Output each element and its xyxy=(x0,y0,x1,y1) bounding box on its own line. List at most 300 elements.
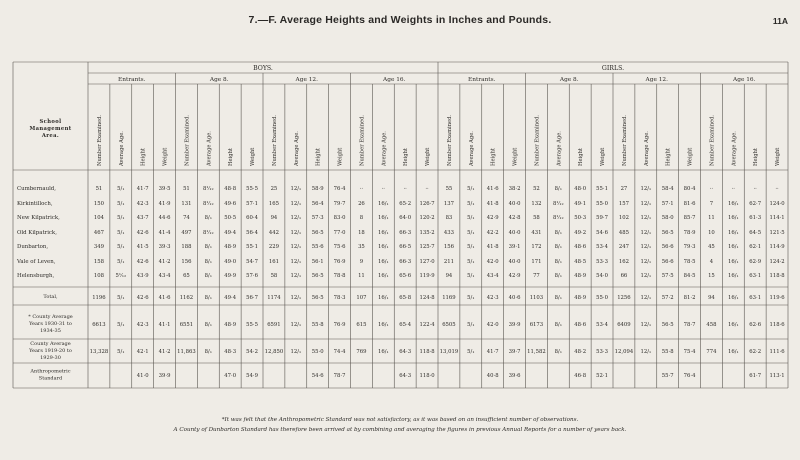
area-name: Old Kilpatrick, xyxy=(17,230,57,236)
total-row-cell: 8/₁ xyxy=(204,349,212,355)
total-row-cell: 52·1 xyxy=(596,373,608,379)
area-row-cell: 53·3 xyxy=(596,259,608,265)
area-row-cell: 5/₁ xyxy=(117,215,125,221)
area-row-cell: ·· xyxy=(425,186,429,192)
area-row-cell: 44·6 xyxy=(158,215,171,221)
area-row-cell: 118·8 xyxy=(769,273,785,279)
area-row-cell: 50·3 xyxy=(574,215,587,221)
total-row-cell: 8/₁ xyxy=(554,295,562,301)
area-row-cell: 45 xyxy=(708,244,715,250)
subcol-header: Number Examined. xyxy=(184,114,191,166)
area-row-cell: 132 xyxy=(531,201,542,207)
total-row-cell: 48·9 xyxy=(574,295,587,301)
total-row-cell: 55·8 xyxy=(311,322,324,328)
area-row-cell: 124·0 xyxy=(769,201,785,207)
area-row-cell: 16/₁ xyxy=(727,273,739,279)
area-row-cell: 5/₁ xyxy=(467,186,475,192)
area-row-cell: 57·5 xyxy=(661,273,674,279)
total-row-cell: 42·3 xyxy=(486,295,499,301)
total-row-cell: 55·5 xyxy=(246,322,258,328)
area-row-cell: 77 xyxy=(533,273,540,279)
area-row-cell: 65 xyxy=(183,273,190,279)
area-row-cell: 79·3 xyxy=(683,244,696,250)
total-row-cell: 11,863 xyxy=(177,349,196,355)
area-row-cell: 8/₁ xyxy=(554,273,562,279)
area-row-cell: 65·6 xyxy=(399,273,412,279)
area-row-cell: 78·5 xyxy=(683,259,696,265)
area-row-cell: 15 xyxy=(708,273,715,279)
subcol-header: Average Age. xyxy=(556,131,563,166)
area-row-cell: 10 xyxy=(708,230,715,236)
area-row-cell: 42·3 xyxy=(136,201,149,207)
total-row-cell: 5/₁ xyxy=(467,295,475,301)
total-row-cell: 55·8 xyxy=(661,349,674,355)
total-row-cell: 1256 xyxy=(617,295,631,301)
total-row-cell: 42·3 xyxy=(136,322,149,328)
group-header-girls-3: Age 16. xyxy=(733,77,756,83)
total-row-cell: 64·3 xyxy=(399,373,412,379)
area-row-cell: 62·1 xyxy=(749,244,762,250)
area-row-cell: 485 xyxy=(618,230,629,236)
total-row-cell: 5/₁ xyxy=(467,349,475,355)
area-row-cell: 42·2 xyxy=(486,230,499,236)
area-row-cell: 16/₁ xyxy=(727,244,739,250)
subcol-header: Height xyxy=(665,148,672,166)
total-row-cell: 41·2 xyxy=(158,349,171,355)
area-row-cell: 8¹⁄₁₂ xyxy=(553,201,564,207)
area-row-cell: 57·1 xyxy=(661,201,674,207)
area-row-cell: 12/₁ xyxy=(290,201,302,207)
area-row-cell: 497 xyxy=(181,230,192,236)
area-row-cell: 48·6 xyxy=(574,244,587,250)
total-row-label: Anthropometric xyxy=(30,368,71,375)
total-row-cell: 40·6 xyxy=(508,295,521,301)
area-row-cell: 12/₁ xyxy=(290,244,302,250)
area-row-cell: 66·3 xyxy=(399,259,412,265)
total-row-cell: 16/₁ xyxy=(727,295,739,301)
total-row-cell: 122·4 xyxy=(419,322,435,328)
area-row-cell: 48·8 xyxy=(224,186,237,192)
area-row-cell: 442 xyxy=(268,230,279,236)
area-row-cell: 49·0 xyxy=(224,259,237,265)
area-row-cell: 49·6 xyxy=(224,201,237,207)
total-row-cell: 8/₁ xyxy=(204,322,212,328)
total-row-cell: 8/₁ xyxy=(554,322,562,328)
total-row-cell: 55·0 xyxy=(596,295,608,301)
total-row-label: Years 1930-31 to xyxy=(29,321,72,327)
area-row-cell: 54·0 xyxy=(596,273,608,279)
area-row-cell: 12/₁ xyxy=(640,259,652,265)
area-row-cell: 41·2 xyxy=(158,259,171,265)
total-row-cell: 55·7 xyxy=(661,373,674,379)
subcol-header: Height xyxy=(578,148,585,166)
area-row-cell: 114·9 xyxy=(769,244,785,250)
subcol-header: Average Age. xyxy=(731,131,738,166)
area-row-cell: 16/₁ xyxy=(377,201,389,207)
subcol-header: Weight xyxy=(425,147,432,166)
area-row-cell: 16/₁ xyxy=(377,259,389,265)
subcol-header: Height xyxy=(315,148,322,166)
area-row-cell: 12/₁ xyxy=(290,259,302,265)
area-row-cell: 94 xyxy=(445,273,453,279)
total-row-label: 1929-30 xyxy=(40,354,61,361)
area-row-cell: ·· xyxy=(753,186,757,192)
area-row-cell: 58 xyxy=(533,215,540,221)
area-row-cell: 8¹⁄₁₂ xyxy=(203,186,214,192)
area-row-cell: 8/₁ xyxy=(204,215,212,221)
total-row-cell: 48·3 xyxy=(224,349,237,355)
total-row-cell: 56·5 xyxy=(661,322,674,328)
total-row-label: Total, xyxy=(43,294,58,300)
total-row-cell: 119·6 xyxy=(769,295,785,301)
area-row-cell: 8¹⁄₁₂ xyxy=(203,201,214,207)
total-row-cell: 56·5 xyxy=(311,295,324,301)
total-row-cell: 12/₁ xyxy=(640,349,652,355)
total-row-cell: 76·9 xyxy=(333,322,346,328)
area-name: Kirkintilloch, xyxy=(17,201,53,207)
area-row-cell: 158 xyxy=(93,259,104,265)
area-row-cell: 81·6 xyxy=(683,201,696,207)
area-row-cell: 48·9 xyxy=(224,244,237,250)
area-row-cell: 58·4 xyxy=(661,186,674,192)
total-row-cell: 107 xyxy=(356,295,367,301)
area-row-cell: 66 xyxy=(620,273,628,279)
total-row-cell: 12/₁ xyxy=(290,322,302,328)
area-row-cell: 39·5 xyxy=(158,186,171,192)
area-row-cell: 94 xyxy=(270,215,278,221)
total-row-label: * County Average xyxy=(28,314,73,321)
subcol-header: Average Age. xyxy=(118,131,125,166)
area-row-cell: 11 xyxy=(358,273,365,279)
total-row-label: Standard xyxy=(38,375,63,382)
area-row-cell: 114·1 xyxy=(769,215,785,221)
area-row-cell: 211 xyxy=(443,259,454,265)
area-row-cell: 5/₁ xyxy=(117,244,125,250)
area-row-cell: 42·9 xyxy=(508,273,521,279)
total-row-cell: 39·6 xyxy=(508,373,521,379)
area-row-cell: 126·7 xyxy=(419,201,435,207)
subcol-header: Average Age. xyxy=(206,131,213,166)
total-row-cell: 41·1 xyxy=(158,322,171,328)
area-row-cell: 64·5 xyxy=(749,230,762,236)
area-row-cell: 43·7 xyxy=(136,215,149,221)
total-row-cell: 54·2 xyxy=(246,349,258,355)
area-row-cell: 5/₁ xyxy=(117,230,125,236)
area-row-cell: 52 xyxy=(533,186,540,192)
group-header-girls-2: Age 12. xyxy=(645,77,668,83)
area-row-cell: 125·7 xyxy=(419,244,435,250)
total-row-cell: 12,850 xyxy=(264,349,284,355)
area-row-cell: 35 xyxy=(358,244,365,250)
total-row-cell: 41·6 xyxy=(158,295,171,301)
area-row-cell: 119·9 xyxy=(419,273,435,279)
area-row-cell: 121·5 xyxy=(769,230,785,236)
page-title: 7.—F. Average Heights and Weights in Inches and Pounds. xyxy=(248,14,552,26)
area-row-cell: 63·1 xyxy=(749,273,762,279)
area-row-cell: 41·8 xyxy=(486,201,499,207)
boys-header: BOYS. xyxy=(253,65,273,72)
area-row-cell: 104 xyxy=(93,215,104,221)
total-row-cell: 64·3 xyxy=(399,349,412,355)
area-row-cell: 56·1 xyxy=(311,259,324,265)
area-row-cell: 16/₁ xyxy=(727,215,739,221)
total-row-cell: 78·7 xyxy=(683,322,696,328)
total-row-cell: 12/₁ xyxy=(290,295,302,301)
area-row-cell: 43·9 xyxy=(136,273,149,279)
area-row-cell: 85·7 xyxy=(683,215,696,221)
area-row-cell: 137 xyxy=(443,201,454,207)
total-row-cell: 47·0 xyxy=(224,373,237,379)
total-row-cell: 94 xyxy=(708,295,715,301)
area-row-cell: ·· xyxy=(731,186,735,192)
total-row-cell: 6173 xyxy=(529,322,544,328)
footnote-2: A County of Dunbarton Standard has therefore been arrived at by combining and averaging the figures in previous Annual Reports for a number of years back. xyxy=(173,427,627,433)
area-row-cell: 162 xyxy=(618,259,629,265)
area-row-cell: 12/₁ xyxy=(640,244,652,250)
area-row-cell: 49·1 xyxy=(574,201,587,207)
total-row-cell: 62·2 xyxy=(749,349,762,355)
area-name: Helensburgh, xyxy=(17,273,55,279)
total-row-cell: 62·6 xyxy=(749,322,762,328)
area-row-cell: 39·1 xyxy=(508,244,521,250)
total-row-cell: 16/₁ xyxy=(377,295,389,301)
area-row-cell: 77·0 xyxy=(333,230,346,236)
area-row-cell: 48·9 xyxy=(574,273,587,279)
area-row-cell: 62·7 xyxy=(749,201,762,207)
total-row-cell: 48·2 xyxy=(574,349,587,355)
total-row-cell: 54·9 xyxy=(246,373,258,379)
subcol-header: Weight xyxy=(250,147,257,166)
total-row-cell: 78·3 xyxy=(333,295,346,301)
subcol-header: Height xyxy=(403,148,410,166)
area-row-cell: 5/₁ xyxy=(467,230,475,236)
area-row-cell: 56·4 xyxy=(311,201,324,207)
area-row-cell: 41·9 xyxy=(158,201,171,207)
area-row-cell: 51 xyxy=(183,186,190,192)
area-row-cell: 49·9 xyxy=(224,273,237,279)
total-row-cell: 42·0 xyxy=(486,322,499,328)
subcol-header: Number Examined. xyxy=(359,114,366,166)
area-row-cell: 54·6 xyxy=(596,230,608,236)
area-row-cell: 61·3 xyxy=(749,215,762,221)
area-row-cell: 16/₁ xyxy=(377,215,389,221)
total-row-cell: 6505 xyxy=(442,322,456,328)
area-row-cell: 83·0 xyxy=(333,215,346,221)
total-row-cell: 113·1 xyxy=(769,373,785,379)
subcol-header: Average Age. xyxy=(293,131,300,166)
subcol-header: Weight xyxy=(512,147,519,166)
total-row-cell: 8/₁ xyxy=(554,349,562,355)
area-row-cell: 42·6 xyxy=(136,259,149,265)
total-row-cell: 111·6 xyxy=(769,349,785,355)
total-row-cell: 13,019 xyxy=(439,349,459,355)
total-row-cell: 5/₁ xyxy=(467,322,475,328)
area-row-cell: 41·5 xyxy=(136,244,149,250)
area-row-cell: 16/₁ xyxy=(377,273,389,279)
group-header-boys-0: Entrants. xyxy=(118,77,146,83)
area-row-cell: 43·4 xyxy=(158,273,171,279)
area-row-cell: 56·5 xyxy=(661,230,674,236)
area-row-cell: 42·6 xyxy=(136,230,149,236)
area-row-cell: 8/₁ xyxy=(554,230,562,236)
area-row-cell: 79·7 xyxy=(333,201,346,207)
area-row-cell: 4 xyxy=(709,259,714,265)
area-row-cell: 157 xyxy=(618,201,629,207)
area-row-cell: 84·5 xyxy=(683,273,696,279)
area-row-cell: 58·9 xyxy=(311,186,324,192)
area-row-cell: 12/₁ xyxy=(290,273,302,279)
area-row-cell: 76·4 xyxy=(333,186,346,192)
area-row-cell: 38·2 xyxy=(508,186,521,192)
area-row-cell: 75·6 xyxy=(333,244,346,250)
subcol-header: Height xyxy=(228,148,235,166)
area-row-cell: 16/₁ xyxy=(377,244,389,250)
area-row-cell: 5/₁ xyxy=(467,273,475,279)
area-row-cell: ·· xyxy=(775,186,779,192)
group-header-girls-1: Age 8. xyxy=(559,77,579,83)
area-row-cell: 8/₁ xyxy=(554,186,562,192)
area-row-cell: 39·3 xyxy=(158,244,171,250)
total-row-cell: 5/₁ xyxy=(117,322,125,328)
area-row-cell: 65·2 xyxy=(399,201,412,207)
area-row-cell: 9 xyxy=(359,259,364,265)
area-row-cell: 150 xyxy=(93,201,104,207)
area-row-cell: 41·4 xyxy=(158,230,171,236)
total-row-cell: 56·7 xyxy=(246,295,258,301)
area-row-cell: 50·5 xyxy=(224,215,237,221)
area-row-cell: 53·4 xyxy=(596,244,608,250)
total-row-cell: 39·9 xyxy=(158,373,171,379)
area-row-cell: 55·6 xyxy=(311,244,324,250)
subcol-header: Height xyxy=(753,148,760,166)
total-row-cell: 6409 xyxy=(617,322,631,328)
area-row-cell: ·· xyxy=(403,186,407,192)
area-row-cell: 161 xyxy=(268,259,279,265)
total-row-cell: 118·8 xyxy=(419,349,435,355)
area-row-cell: ·· xyxy=(709,186,714,192)
area-row-cell: 58·0 xyxy=(661,215,674,221)
area-row-cell: 42·8 xyxy=(508,215,521,221)
area-row-cell: 57·1 xyxy=(246,201,258,207)
total-row-cell: 39·9 xyxy=(508,322,521,328)
school-area-header-line: Area. xyxy=(41,133,60,139)
total-row-cell: 16/₁ xyxy=(727,349,739,355)
group-header-girls-0: Entrants. xyxy=(468,77,496,83)
total-row-cell: 65·4 xyxy=(399,322,412,328)
area-row-cell: 12/₁ xyxy=(640,186,652,192)
subcol-header: Number Examined. xyxy=(96,114,103,166)
area-row-cell: 8/₁ xyxy=(204,273,212,279)
area-row-cell: 51 xyxy=(95,186,103,192)
area-row-cell: 5/₁ xyxy=(467,201,475,207)
area-row-cell: 55·1 xyxy=(246,244,258,250)
area-row-cell: 78·9 xyxy=(683,230,696,236)
area-row-cell: 56·6 xyxy=(661,244,674,250)
total-row-cell: 458 xyxy=(706,322,717,328)
area-row-cell: 12/₁ xyxy=(640,230,652,236)
total-row-cell: 55·0 xyxy=(311,349,324,355)
total-row-cell: 53·3 xyxy=(596,349,608,355)
total-row-cell: 1169 xyxy=(442,295,456,301)
area-row-cell: 12/₁ xyxy=(290,186,302,192)
area-row-cell: 8¹⁄₁₂ xyxy=(203,230,214,236)
total-row-cell: 53·4 xyxy=(596,322,608,328)
area-row-cell: 12/₁ xyxy=(640,273,652,279)
area-row-cell: 12/₁ xyxy=(640,201,652,207)
total-row-cell: 40·8 xyxy=(486,373,499,379)
total-row-cell: 12/₁ xyxy=(290,349,302,355)
area-row-cell: 54·7 xyxy=(246,259,258,265)
area-row-cell: 8 xyxy=(359,215,364,221)
total-row-cell: 769 xyxy=(356,349,367,355)
area-row-cell: 7 xyxy=(709,201,714,207)
area-row-cell: 57·6 xyxy=(246,273,258,279)
area-row-cell: 56·5 xyxy=(311,273,324,279)
subcol-header: Height xyxy=(140,148,147,166)
area-row-cell: 78·8 xyxy=(333,273,346,279)
area-row-cell: 55·0 xyxy=(596,201,608,207)
area-row-cell: 40·0 xyxy=(508,259,521,265)
total-row-cell: 61·7 xyxy=(749,373,762,379)
area-row-cell: 49·2 xyxy=(574,230,587,236)
area-row-cell: 66·3 xyxy=(399,230,412,236)
area-row-cell: 59·7 xyxy=(596,215,608,221)
subcol-header: Number Examined. xyxy=(446,114,453,166)
area-row-cell: 8/₁ xyxy=(204,259,212,265)
subcol-header: Weight xyxy=(337,147,344,166)
area-row-cell: 57·3 xyxy=(311,215,324,221)
area-row-cell: 42·0 xyxy=(486,259,499,265)
group-header-boys-3: Age 16. xyxy=(383,77,406,83)
area-row-cell: 431 xyxy=(531,230,542,236)
area-name: New Kilpatrick, xyxy=(17,215,60,221)
area-row-cell: 349 xyxy=(93,244,104,250)
school-area-header-line: School xyxy=(39,119,62,125)
subcol-header: Average Age. xyxy=(643,131,650,166)
area-row-cell: 171 xyxy=(531,259,542,265)
subcol-header: Number Examined. xyxy=(709,114,716,166)
area-row-cell: 120·2 xyxy=(419,215,435,221)
area-row-cell: 5/₁ xyxy=(117,186,125,192)
girls-header: GIRLS. xyxy=(601,65,625,72)
total-row-cell: 1103 xyxy=(529,295,544,301)
area-row-cell: 56·5 xyxy=(311,230,324,236)
area-row-cell: 41·8 xyxy=(486,244,499,250)
area-row-cell: 55·1 xyxy=(596,186,608,192)
area-row-cell: 18 xyxy=(358,230,365,236)
total-row-cell: 54·6 xyxy=(311,373,324,379)
total-row-cell: 76·4 xyxy=(683,373,696,379)
total-row-cell: 65·8 xyxy=(399,295,412,301)
area-row-cell: 247 xyxy=(618,244,629,250)
area-row-cell: 188 xyxy=(181,244,192,250)
subcol-header: Number Examined. xyxy=(621,114,628,166)
area-row-cell: 16/₁ xyxy=(727,259,739,265)
total-row-cell: 16/₁ xyxy=(377,322,389,328)
subcol-header: Average Age. xyxy=(381,131,388,166)
area-row-cell: ·· xyxy=(381,186,385,192)
total-row-cell: 48·9 xyxy=(224,322,237,328)
total-row-cell: 75·4 xyxy=(683,349,696,355)
area-row-cell: 172 xyxy=(531,244,542,250)
area-row-cell: 16/₁ xyxy=(727,230,739,236)
total-row-cell: 57·2 xyxy=(661,295,674,301)
area-row-cell: 12/₁ xyxy=(290,230,302,236)
total-row-cell: 118·6 xyxy=(769,322,785,328)
total-row-cell: 6613 xyxy=(92,322,106,328)
subcol-header: Number Examined. xyxy=(534,114,541,166)
school-area-header-line: Management xyxy=(29,126,72,132)
